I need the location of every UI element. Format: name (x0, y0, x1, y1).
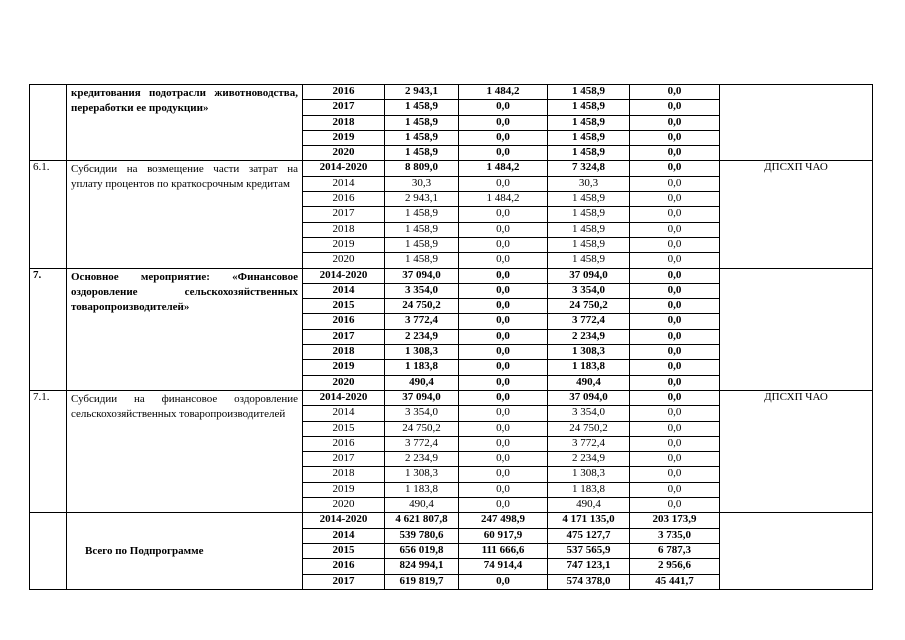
other-sources-cell: 0,0 (630, 452, 720, 467)
other-sources-cell: 0,0 (630, 406, 720, 421)
total-cell: 1 183,8 (385, 360, 459, 375)
okrug-budget-cell: 24 750,2 (548, 421, 630, 436)
total-cell: 30,3 (385, 176, 459, 191)
federal-budget-cell: 0,0 (459, 237, 548, 252)
federal-budget-cell: 60 917,9 (459, 528, 548, 543)
okrug-budget-cell: 574 378,0 (548, 574, 630, 589)
total-cell: 1 308,3 (385, 467, 459, 482)
federal-budget-cell: 0,0 (459, 406, 548, 421)
other-sources-cell: 0,0 (630, 299, 720, 314)
other-sources-cell: 203 173,9 (630, 513, 720, 528)
other-sources-cell: 0,0 (630, 130, 720, 145)
total-cell: 1 458,9 (385, 146, 459, 161)
okrug-budget-cell: 1 458,9 (548, 146, 630, 161)
okrug-budget-cell: 1 308,3 (548, 345, 630, 360)
total-cell: 3 354,0 (385, 406, 459, 421)
year-cell: 2014-2020 (303, 390, 385, 405)
year-cell: 2015 (303, 421, 385, 436)
federal-budget-cell: 111 666,6 (459, 543, 548, 558)
federal-budget-cell: 0,0 (459, 345, 548, 360)
federal-budget-cell: 0,0 (459, 130, 548, 145)
executor-cell: ДПСХП ЧАО (720, 390, 873, 512)
other-sources-cell: 0,0 (630, 268, 720, 283)
federal-budget-cell: 0,0 (459, 207, 548, 222)
okrug-budget-cell: 1 183,8 (548, 360, 630, 375)
federal-budget-cell: 0,0 (459, 314, 548, 329)
okrug-budget-cell: 1 458,9 (548, 192, 630, 207)
total-cell: 4 621 807,8 (385, 513, 459, 528)
year-cell: 2018 (303, 222, 385, 237)
okrug-budget-cell: 490,4 (548, 498, 630, 513)
okrug-budget-cell: 30,3 (548, 176, 630, 191)
total-cell: 490,4 (385, 375, 459, 390)
other-sources-cell: 0,0 (630, 421, 720, 436)
year-cell: 2016 (303, 314, 385, 329)
total-cell: 24 750,2 (385, 299, 459, 314)
federal-budget-cell: 0,0 (459, 390, 548, 405)
federal-budget-cell: 0,0 (459, 329, 548, 344)
other-sources-cell: 0,0 (630, 283, 720, 298)
year-cell: 2015 (303, 543, 385, 558)
other-sources-cell: 2 956,6 (630, 559, 720, 574)
okrug-budget-cell: 37 094,0 (548, 390, 630, 405)
other-sources-cell: 0,0 (630, 222, 720, 237)
okrug-budget-cell: 2 234,9 (548, 329, 630, 344)
federal-budget-cell: 0,0 (459, 222, 548, 237)
federal-budget-cell: 0,0 (459, 100, 548, 115)
okrug-budget-cell: 475 127,7 (548, 528, 630, 543)
total-cell: 37 094,0 (385, 390, 459, 405)
year-cell: 2014 (303, 283, 385, 298)
okrug-budget-cell: 2 234,9 (548, 452, 630, 467)
other-sources-cell: 0,0 (630, 100, 720, 115)
total-cell: 1 458,9 (385, 100, 459, 115)
year-cell: 2020 (303, 253, 385, 268)
executor-cell (720, 513, 873, 589)
year-cell: 2016 (303, 192, 385, 207)
year-cell: 2016 (303, 559, 385, 574)
okrug-budget-cell: 1 458,9 (548, 130, 630, 145)
other-sources-cell: 0,0 (630, 161, 720, 176)
other-sources-cell: 0,0 (630, 85, 720, 100)
total-cell: 2 943,1 (385, 85, 459, 100)
total-cell: 1 458,9 (385, 207, 459, 222)
other-sources-cell: 0,0 (630, 207, 720, 222)
total-cell: 1 458,9 (385, 253, 459, 268)
federal-budget-cell: 0,0 (459, 375, 548, 390)
federal-budget-cell: 0,0 (459, 482, 548, 497)
okrug-budget-cell: 3 354,0 (548, 406, 630, 421)
okrug-budget-cell: 3 772,4 (548, 436, 630, 451)
okrug-budget-cell: 24 750,2 (548, 299, 630, 314)
year-cell: 2017 (303, 574, 385, 589)
total-cell: 656 019,8 (385, 543, 459, 558)
okrug-budget-cell: 1 458,9 (548, 237, 630, 252)
other-sources-cell: 0,0 (630, 253, 720, 268)
total-cell: 24 750,2 (385, 421, 459, 436)
item-name: Субсидии на финансовое оздоровление сельскохозяйственных товаропроизводителей (67, 390, 303, 512)
federal-budget-cell: 0,0 (459, 421, 548, 436)
federal-budget-cell: 0,0 (459, 498, 548, 513)
total-cell: 2 234,9 (385, 329, 459, 344)
total-cell: 3 772,4 (385, 436, 459, 451)
executor-cell (720, 268, 873, 390)
other-sources-cell: 45 441,7 (630, 574, 720, 589)
year-cell: 2014 (303, 406, 385, 421)
total-cell: 539 780,6 (385, 528, 459, 543)
year-cell: 2018 (303, 467, 385, 482)
table-row (30, 85, 873, 100)
year-cell: 2016 (303, 85, 385, 100)
year-cell: 2019 (303, 482, 385, 497)
federal-budget-cell: 1 484,2 (459, 161, 548, 176)
item-number: 7. (30, 268, 67, 390)
other-sources-cell: 0,0 (630, 436, 720, 451)
federal-budget-cell: 0,0 (459, 268, 548, 283)
total-label: Всего по Подпрограмме (67, 513, 303, 589)
other-sources-cell: 0,0 (630, 390, 720, 405)
federal-budget-cell: 0,0 (459, 299, 548, 314)
federal-budget-cell: 0,0 (459, 452, 548, 467)
okrug-budget-cell: 4 171 135,0 (548, 513, 630, 528)
executor-cell (720, 85, 873, 161)
okrug-budget-cell: 537 565,9 (548, 543, 630, 558)
year-cell: 2018 (303, 345, 385, 360)
year-cell: 2017 (303, 329, 385, 344)
year-cell: 2014-2020 (303, 513, 385, 528)
other-sources-cell: 0,0 (630, 329, 720, 344)
other-sources-cell: 3 735,0 (630, 528, 720, 543)
year-cell: 2014-2020 (303, 161, 385, 176)
okrug-budget-cell: 1 458,9 (548, 115, 630, 130)
year-cell: 2019 (303, 130, 385, 145)
total-cell: 619 819,7 (385, 574, 459, 589)
okrug-budget-cell: 747 123,1 (548, 559, 630, 574)
okrug-budget-cell: 1 458,9 (548, 85, 630, 100)
year-cell: 2019 (303, 237, 385, 252)
table-row (30, 390, 873, 405)
other-sources-cell: 0,0 (630, 467, 720, 482)
federal-budget-cell: 0,0 (459, 436, 548, 451)
year-cell: 2020 (303, 375, 385, 390)
table-row (30, 161, 873, 176)
total-cell: 37 094,0 (385, 268, 459, 283)
total-cell: 2 943,1 (385, 192, 459, 207)
other-sources-cell: 0,0 (630, 176, 720, 191)
table-row (30, 268, 873, 283)
other-sources-cell: 0,0 (630, 375, 720, 390)
okrug-budget-cell: 490,4 (548, 375, 630, 390)
total-cell: 8 809,0 (385, 161, 459, 176)
federal-budget-cell: 1 484,2 (459, 192, 548, 207)
other-sources-cell: 6 787,3 (630, 543, 720, 558)
okrug-budget-cell: 1 458,9 (548, 222, 630, 237)
okrug-budget-cell: 3 772,4 (548, 314, 630, 329)
year-cell: 2015 (303, 299, 385, 314)
item-name: Основное мероприятие: «Финансовое оздоровление сельскохозяйственных товаропроизводителей» (67, 268, 303, 390)
year-cell: 2017 (303, 100, 385, 115)
budget-table-body (30, 85, 873, 590)
other-sources-cell: 0,0 (630, 482, 720, 497)
federal-budget-cell: 0,0 (459, 467, 548, 482)
okrug-budget-cell: 37 094,0 (548, 268, 630, 283)
total-cell: 1 458,9 (385, 115, 459, 130)
okrug-budget-cell: 1 458,9 (548, 253, 630, 268)
year-cell: 2020 (303, 146, 385, 161)
federal-budget-cell: 0,0 (459, 574, 548, 589)
budget-table (29, 84, 873, 590)
year-cell: 2019 (303, 360, 385, 375)
total-cell: 824 994,1 (385, 559, 459, 574)
other-sources-cell: 0,0 (630, 192, 720, 207)
item-number: 7.1. (30, 390, 67, 512)
total-cell: 1 458,9 (385, 237, 459, 252)
year-cell: 2014 (303, 176, 385, 191)
federal-budget-cell: 0,0 (459, 176, 548, 191)
okrug-budget-cell: 3 354,0 (548, 283, 630, 298)
year-cell: 2020 (303, 498, 385, 513)
total-cell: 1 458,9 (385, 130, 459, 145)
other-sources-cell: 0,0 (630, 498, 720, 513)
year-cell: 2017 (303, 207, 385, 222)
okrug-budget-cell: 7 324,8 (548, 161, 630, 176)
item-name: кредитования подотрасли животноводства, переработки ее продукции» (67, 85, 303, 161)
federal-budget-cell: 0,0 (459, 283, 548, 298)
total-cell: 1 183,8 (385, 482, 459, 497)
okrug-budget-cell: 1 458,9 (548, 207, 630, 222)
okrug-budget-cell: 1 183,8 (548, 482, 630, 497)
federal-budget-cell: 0,0 (459, 253, 548, 268)
year-cell: 2014-2020 (303, 268, 385, 283)
total-number-cell (30, 513, 67, 589)
year-cell: 2017 (303, 452, 385, 467)
total-cell: 3 354,0 (385, 283, 459, 298)
federal-budget-cell: 0,0 (459, 146, 548, 161)
okrug-budget-cell: 1 308,3 (548, 467, 630, 482)
federal-budget-cell: 247 498,9 (459, 513, 548, 528)
total-cell: 1 308,3 (385, 345, 459, 360)
other-sources-cell: 0,0 (630, 146, 720, 161)
total-cell: 3 772,4 (385, 314, 459, 329)
federal-budget-cell: 1 484,2 (459, 85, 548, 100)
federal-budget-cell: 0,0 (459, 360, 548, 375)
year-cell: 2014 (303, 528, 385, 543)
other-sources-cell: 0,0 (630, 360, 720, 375)
total-row (30, 513, 873, 528)
other-sources-cell: 0,0 (630, 345, 720, 360)
total-cell: 1 458,9 (385, 222, 459, 237)
other-sources-cell: 0,0 (630, 115, 720, 130)
other-sources-cell: 0,0 (630, 237, 720, 252)
item-number (30, 85, 67, 161)
total-cell: 490,4 (385, 498, 459, 513)
total-cell: 2 234,9 (385, 452, 459, 467)
item-name: Субсидии на возмещение части затрат на уплату процентов по краткосрочным кредитам (67, 161, 303, 268)
year-cell: 2016 (303, 436, 385, 451)
okrug-budget-cell: 1 458,9 (548, 100, 630, 115)
other-sources-cell: 0,0 (630, 314, 720, 329)
federal-budget-cell: 74 914,4 (459, 559, 548, 574)
item-number: 6.1. (30, 161, 67, 268)
executor-cell: ДПСХП ЧАО (720, 161, 873, 268)
federal-budget-cell: 0,0 (459, 115, 548, 130)
year-cell: 2018 (303, 115, 385, 130)
